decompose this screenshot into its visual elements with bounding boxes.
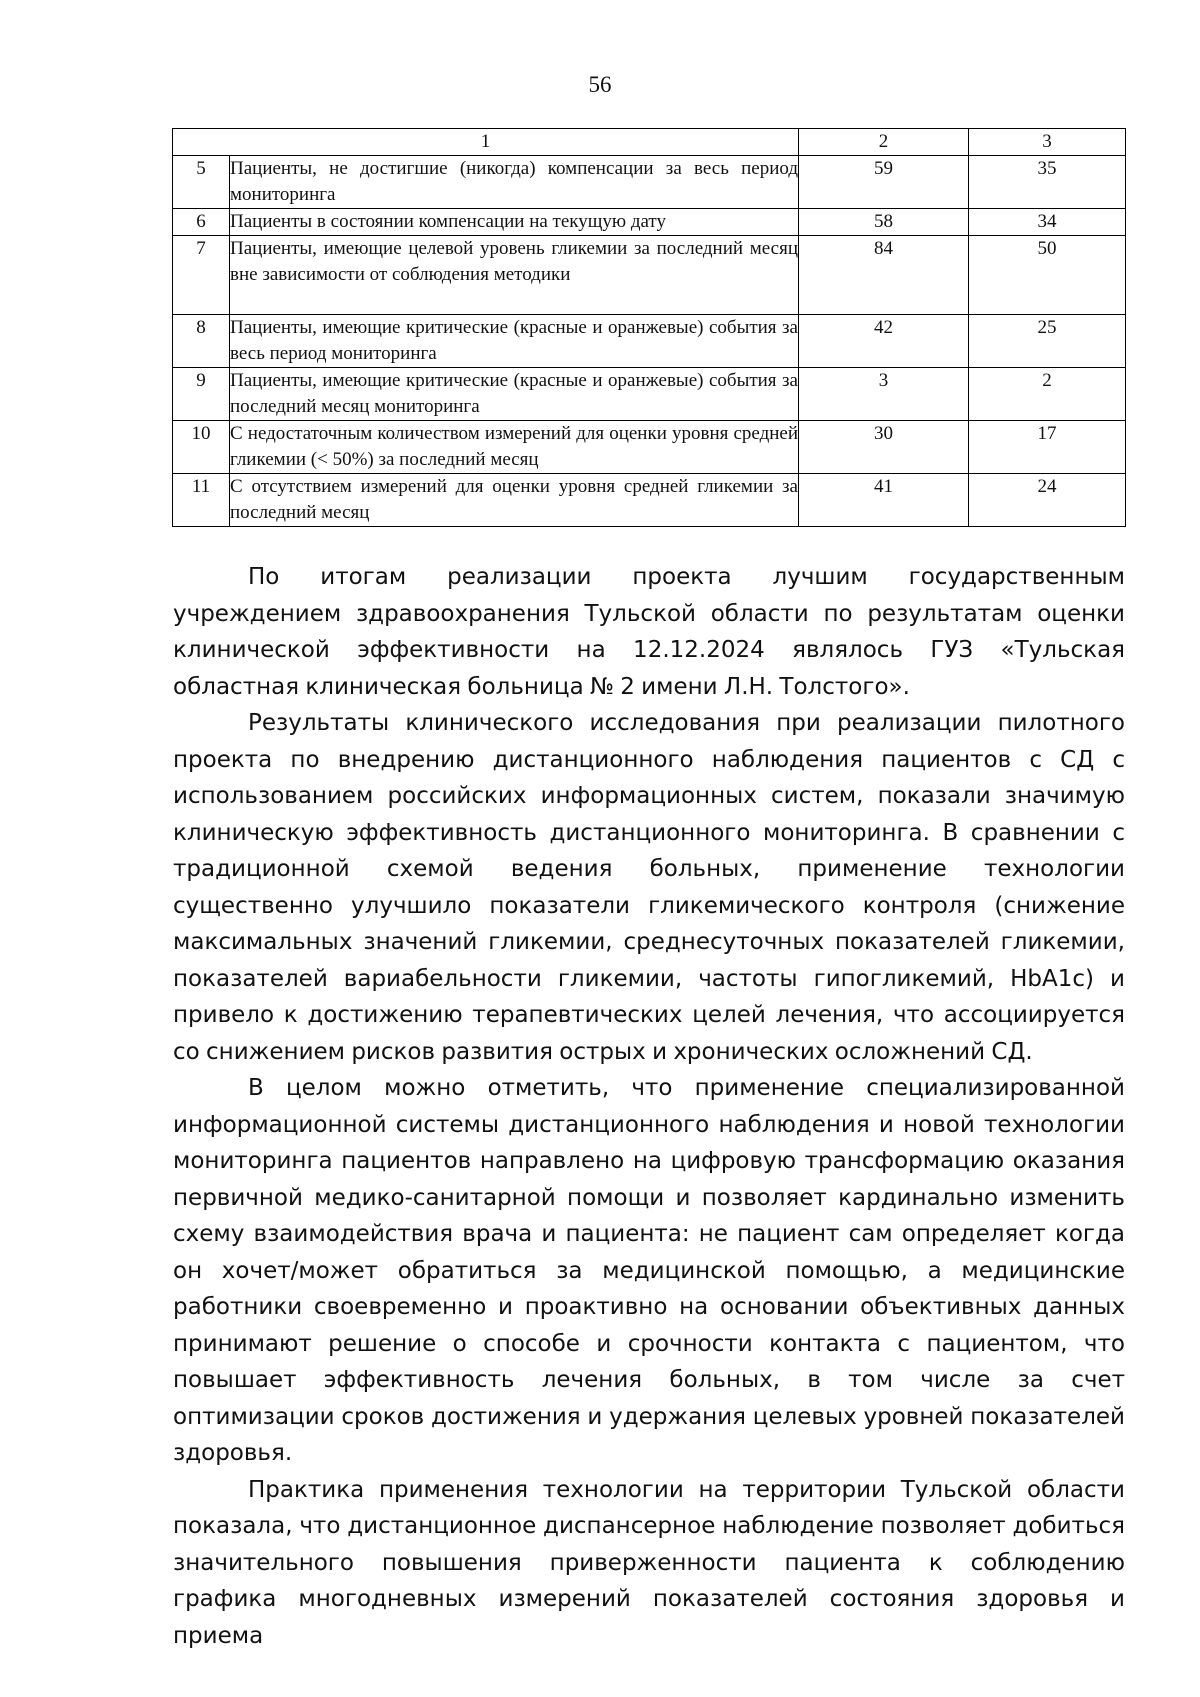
row-value-col2: 42 [799, 315, 969, 368]
row-value-col2: 30 [799, 421, 969, 474]
row-value-col2: 3 [799, 368, 969, 421]
paragraph: В целом можно отметить, что применение специализированной информационной системы дистанционного наблюдения и новой технологии мониторинга пациентов направлено на цифровую трансформацию оказания первичной медико-санитарной помощи и позволяет кардинально изменить схему взаимодействия врача и пациента: не пациент сам определяет когда он хочет/может обратиться за медицинской помощью, а медицинские работники своевременно и проактивно на основании объективных данных принимают решение о способе и срочности контакта с пациентом, что повышает эффективность лечения больных, в том числе за счет оптимизации сроков достижения и удержания целевых уровней показателей здоровья. [173, 1075, 1125, 1466]
row-value-col3: 34 [969, 209, 1126, 236]
row-value-col3: 35 [969, 156, 1126, 209]
row-value-col2: 84 [799, 236, 969, 315]
paragraph: По итогам реализации проекта лучшим государственным учреждением здравоохранения Тульской области по результатам оценки клинической эффективности на 12.12.2024 являлось ГУЗ «Тульская областная клиническая больница № 2 имени Л.Н. Толстого». [173, 564, 1125, 700]
paragraph: Практика применения технологии на территории Тульской области показала, что дистанционное диспансерное наблюдение позволяет добиться значительного повышения приверженности пациента к соблюдению графика многодневных измерений показателей состояния здоровья и приема [173, 1476, 1125, 1649]
row-number: 8 [173, 315, 230, 368]
row-number: 11 [173, 474, 230, 527]
table-header-cell: 2 [799, 129, 969, 156]
data-table [172, 128, 1126, 527]
row-description: Пациенты, имеющие критические (красные и оранжевые) события за весь период мониторинга [230, 315, 799, 368]
row-value-col2: 58 [799, 209, 969, 236]
table-row [173, 368, 1126, 421]
row-description: С отсутствием измерений для оценки уровня средней гликемии за последний месяц [230, 474, 799, 527]
table-row [173, 474, 1126, 527]
table-row [173, 236, 1126, 315]
table-row [173, 156, 1126, 209]
row-value-col3: 2 [969, 368, 1126, 421]
row-value-col3: 24 [969, 474, 1126, 527]
table-row [173, 209, 1126, 236]
row-value-col3: 50 [969, 236, 1126, 315]
row-number: 7 [173, 236, 230, 315]
row-description: Пациенты, не достигшие (никогда) компенсации за весь период мониторинга [230, 156, 799, 209]
table-row [173, 315, 1126, 368]
body-text [173, 559, 1125, 1654]
row-description: С недостаточным количеством измерений для оценки уровня средней гликемии (< 50%) за последний месяц [230, 421, 799, 474]
table-header-row [173, 129, 1126, 156]
row-description: Пациенты в состоянии компенсации на текущую дату [230, 209, 799, 236]
row-description: Пациенты, имеющие критические (красные и оранжевые) события за последний месяц мониторинга [230, 368, 799, 421]
row-value-col2: 41 [799, 474, 969, 527]
paragraph: Результаты клинического исследования при реализации пилотного проекта по внедрению дистанционного наблюдения пациентов с СД с использованием российских информационных систем, показали значимую клиническую эффективность дистанционного мониторинга. В сравнении с традиционной схемой ведения больных, применение технологии существенно улучшило показатели гликемического контроля (снижение максимальных значений гликемии, среднесуточных показателей гликемии, показателей вариабельности гликемии, частоты гипогликемий, HbA1c) и привело к достижению терапевтических целей лечения, что ассоциируется со снижением рисков развития острых и хронических осложнений СД. [173, 710, 1125, 1065]
row-number: 9 [173, 368, 230, 421]
row-number: 5 [173, 156, 230, 209]
page-number: 56 [588, 72, 612, 97]
table-header-cell: 1 [173, 129, 799, 156]
table-row [173, 421, 1126, 474]
row-number: 10 [173, 421, 230, 474]
table-header-cell: 3 [969, 129, 1126, 156]
row-description: Пациенты, имеющие целевой уровень гликемии за последний месяц вне зависимости от соблюдения методики [230, 236, 799, 315]
row-value-col3: 17 [969, 421, 1126, 474]
row-number: 6 [173, 209, 230, 236]
row-value-col2: 59 [799, 156, 969, 209]
row-value-col3: 25 [969, 315, 1126, 368]
